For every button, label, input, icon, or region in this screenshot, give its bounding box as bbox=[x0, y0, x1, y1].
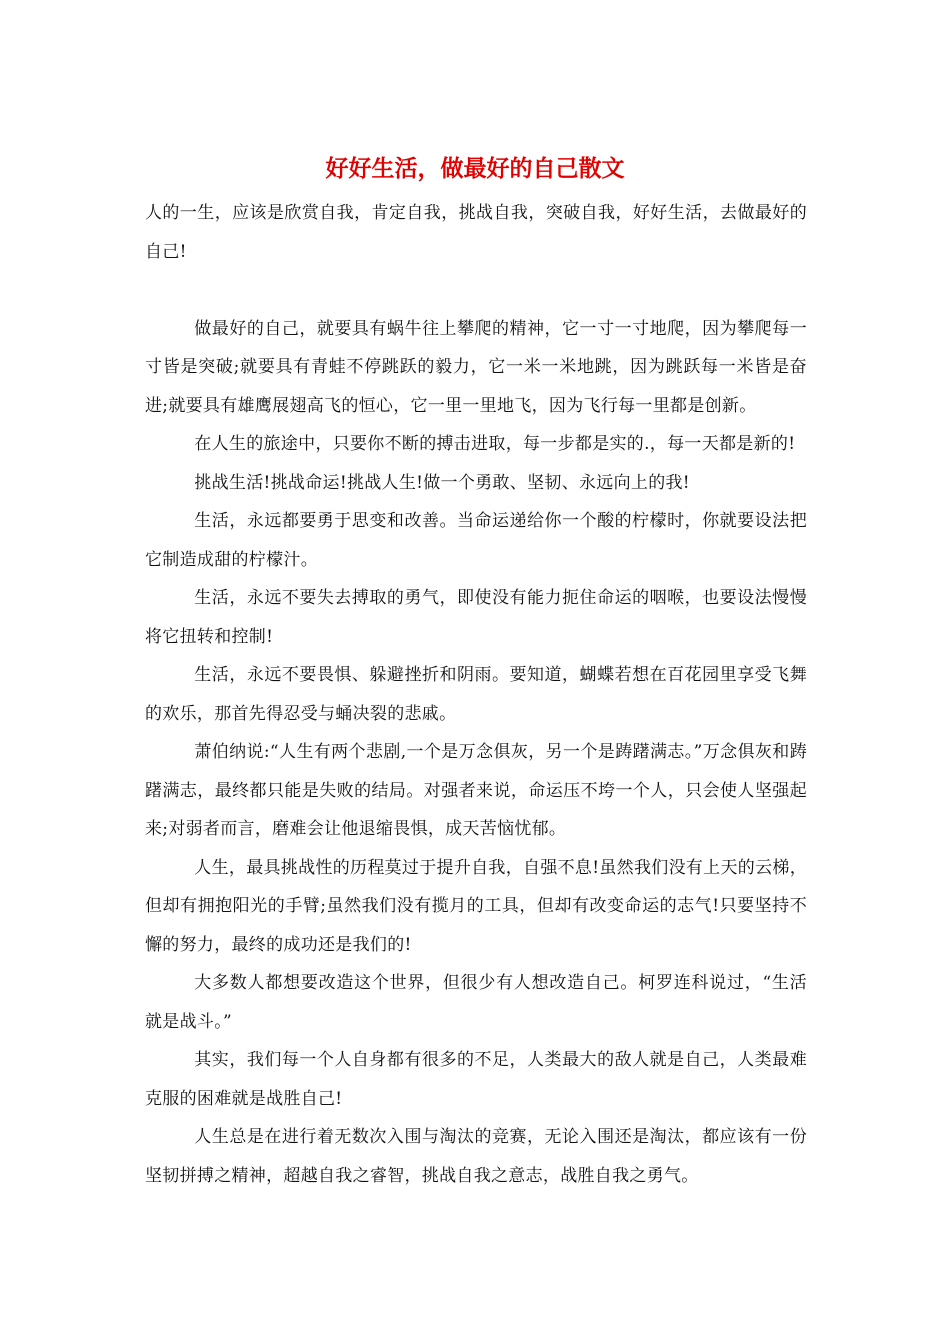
intro-paragraph: 人的一生，应该是欣赏自我，肯定自我，挑战自我，突破自我，好好生活，去做最好的自己! bbox=[145, 203, 807, 262]
blank-line bbox=[145, 271, 807, 310]
paragraph: 在人生的旅途中，只要你不断的搏击进取，每一步都是实的.，每一天都是新的! bbox=[194, 434, 796, 454]
paragraph: 萧伯纳说:“人生有两个悲剧,一个是万念俱灰，另一个是踌躇满志。”万念俱灰和踌躇满志，最终都只能是失败的结局。对强者来说，命运压不垮一个人，只会使人坚强起来;对弱者而言，磨难会让他退缩畏惧，成天苦恼忧郁。 bbox=[145, 742, 807, 839]
document-body bbox=[145, 194, 807, 1195]
paragraph: 其实，我们每一个人自身都有很多的不足，人类最大的敌人就是自己，人类最难克服的困难就是战胜自己! bbox=[145, 1050, 807, 1109]
paragraph: 人生总是在进行着无数次入围与淘汰的竞赛，无论入围还是淘汰，都应该有一份坚韧拼搏之精神，超越自我之睿智，挑战自我之意志，战胜自我之勇气。 bbox=[145, 1127, 807, 1186]
paragraph: 挑战生活!挑战命运!挑战人生!做一个勇敢、坚韧、永远向上的我! bbox=[194, 472, 690, 493]
document-title: 好好生活，做最好的自己散文 bbox=[325, 155, 625, 182]
paragraph: 做最好的自己，就要具有蜗牛往上攀爬的精神，它一寸一寸地爬，因为攀爬每一寸皆是突破;就要具有青蛙不停跳跃的毅力，它一米一米地跳，因为跳跃每一米皆是奋进;就要具有雄鹰展翅高飞的恒心，它一里一里地飞，因为飞行每一里都是创新。 bbox=[145, 318, 807, 416]
paragraph: 生活，永远不要畏惧、躲避挫折和阴雨。要知道，蝴蝶若想在百花园里享受飞舞的欢乐，那首先得忍受与蛹决裂的悲戚。 bbox=[145, 665, 807, 724]
paragraph: 生活，永远不要失去搏取的勇气，即使没有能力扼住命运的咽喉，也要设法慢慢将它扭转和控制! bbox=[145, 588, 807, 647]
paragraph: 生活，永远都要勇于思变和改善。当命运递给你一个酸的柠檬时，你就要设法把它制造成甜的柠檬汁。 bbox=[145, 511, 807, 570]
paragraph: 人生，最具挑战性的历程莫过于提升自我，自强不息!虽然我们没有上天的云梯，但却有拥抱阳光的手臂;虽然我们没有揽月的工具，但却有改变命运的志气!只要坚持不懈的努力，最终的成功还是我们的! bbox=[145, 857, 807, 955]
paragraph: 大多数人都想要改造这个世界，但很少有人想改造自己。柯罗连科说过，“生活就是战斗。” bbox=[145, 973, 807, 1032]
